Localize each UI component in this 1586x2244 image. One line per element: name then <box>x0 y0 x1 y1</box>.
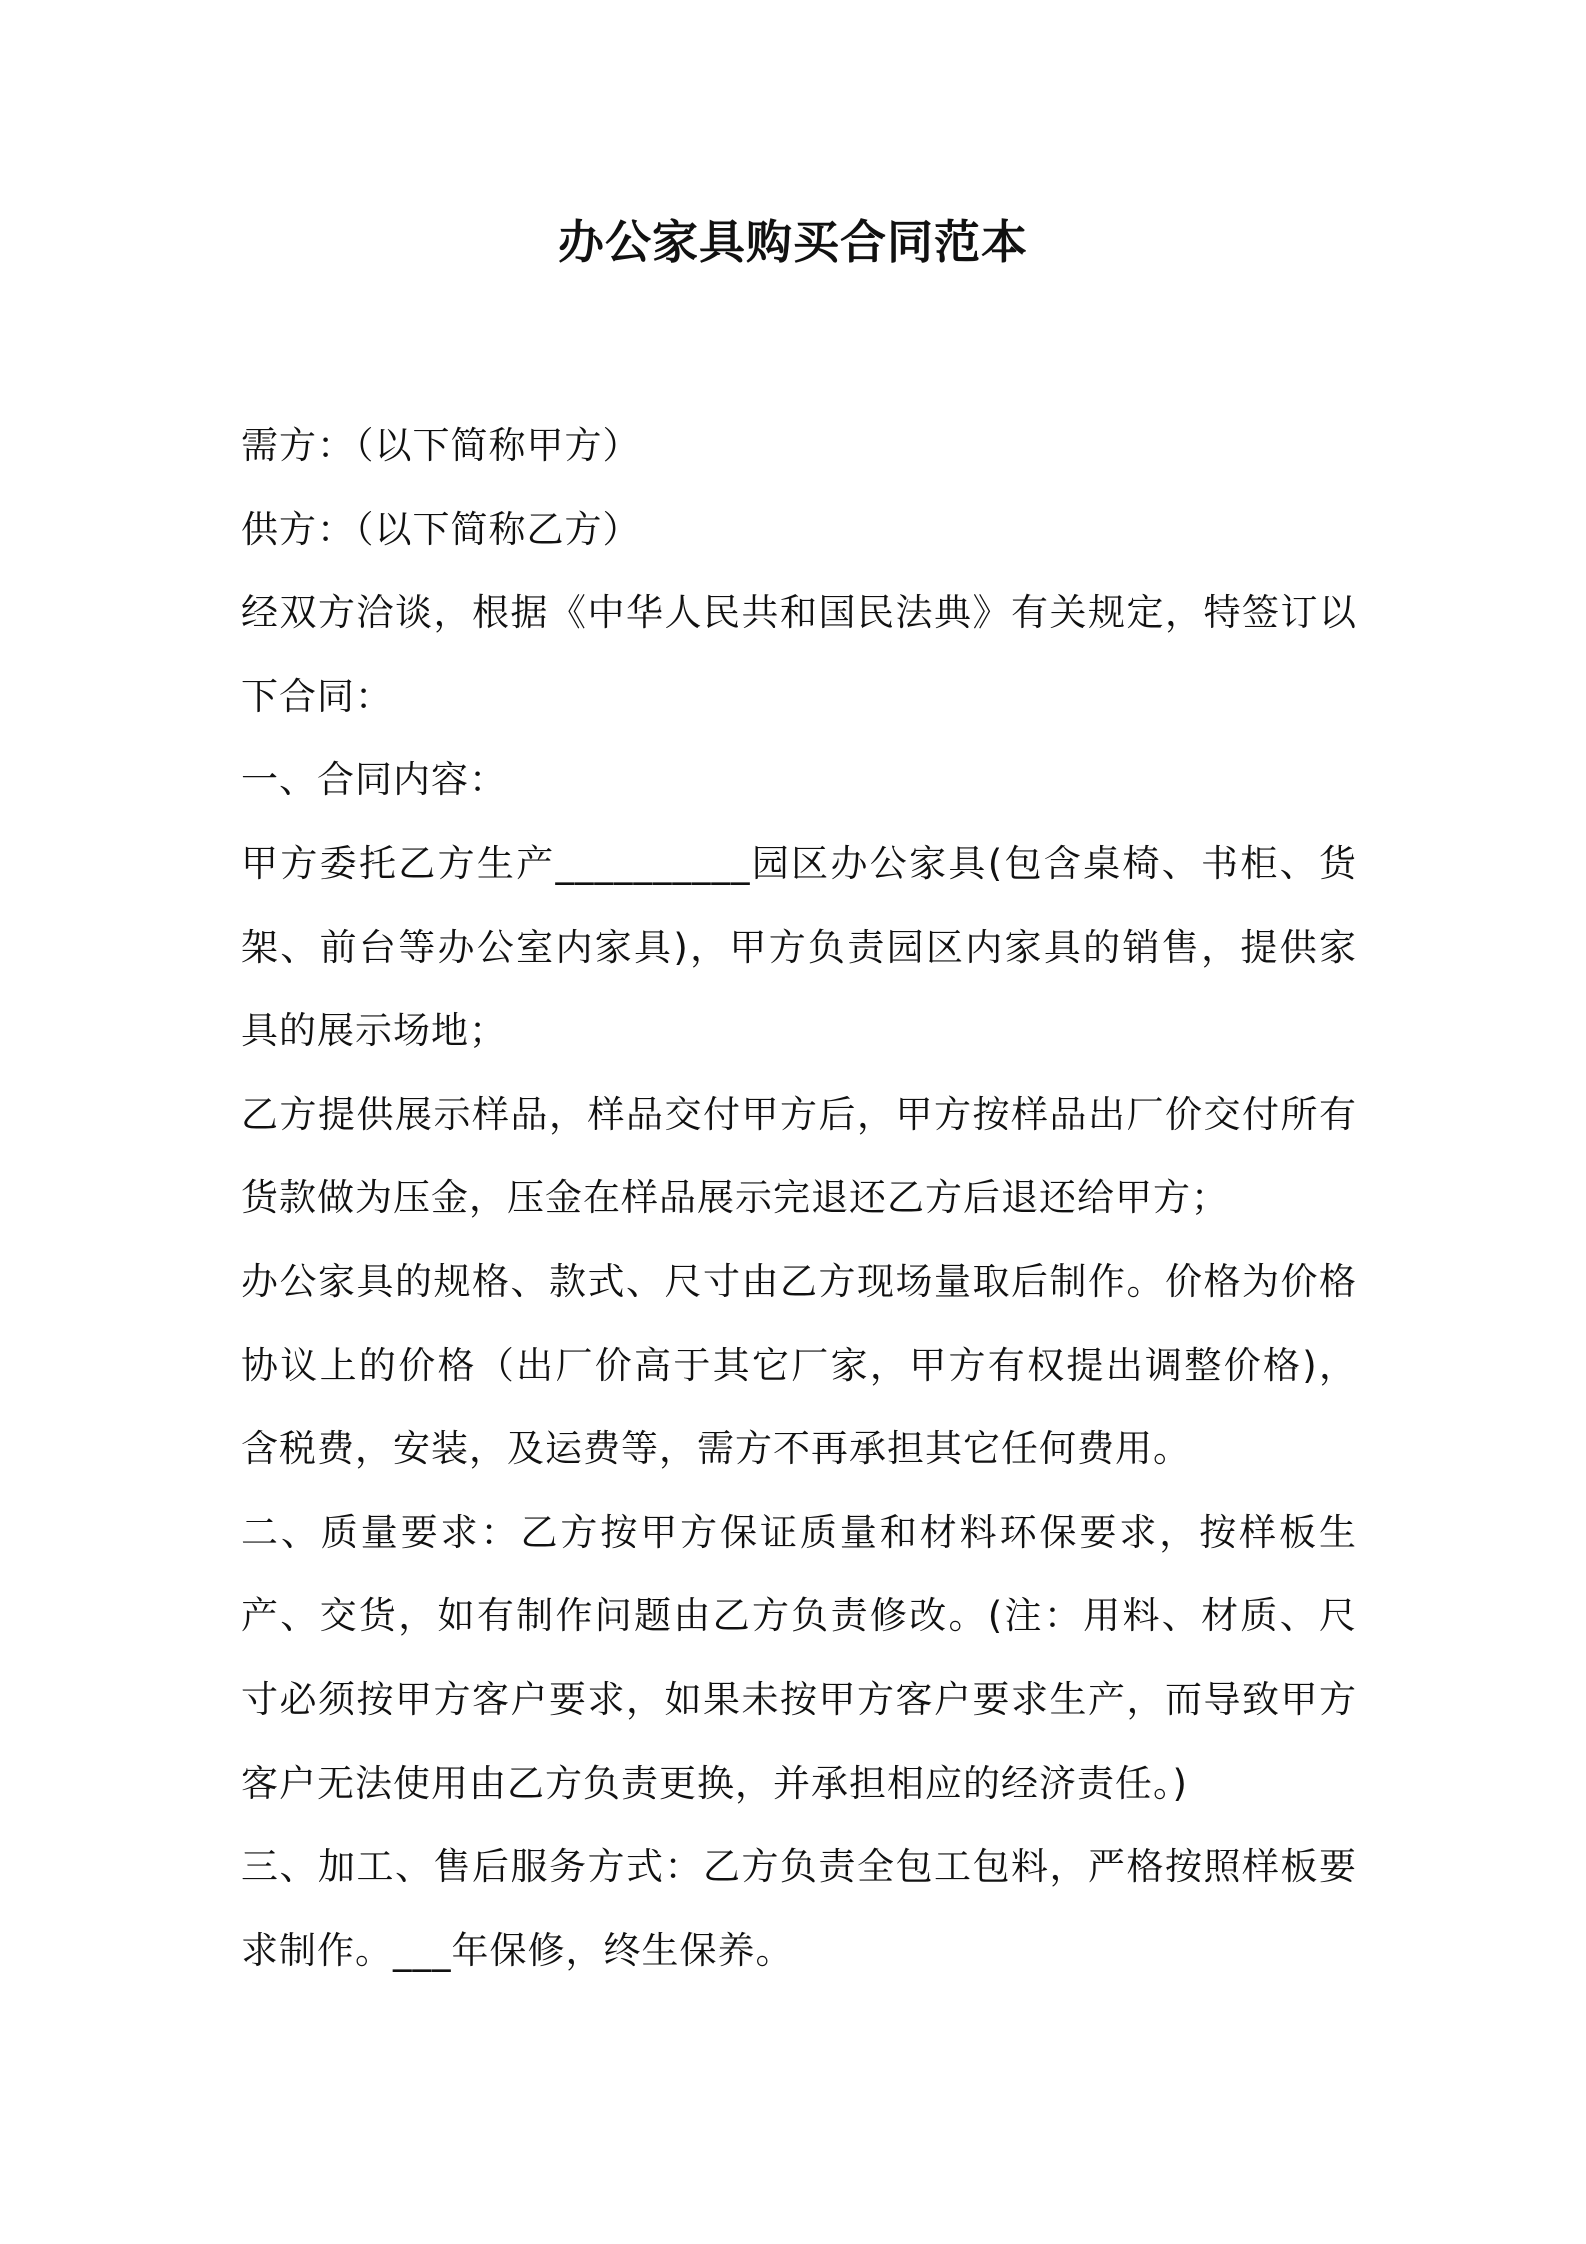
section-quality-requirements: 二、质量要求：乙方按甲方保证质量和材料环保要求，按样板生产、交货，如有制作问题由乙方负责修改。(注：用料、材质、尺寸必须按甲方客户要求，如果未按甲方客户要求生产，而导致甲方客户无法使用由乙方负责更换，并承担相应的经济责任。) <box>241 1510 1357 1805</box>
paragraph-commission: 甲方委托乙方生产__________园区办公家具(包含桌椅、书柜、货架、前台等办公室内家具)，甲方负责园区内家具的销售，提供家具的展示场地； <box>241 841 1357 1053</box>
document-title: 办公家具购买合同范本 <box>558 215 1028 269</box>
paragraph-buyer: 需方：（以下简称甲方） <box>241 424 641 467</box>
document-body <box>241 404 1357 1992</box>
paragraph-preamble: 经双方洽谈，根据《中华人民共和国民法典》有关规定，特签订以下合同： <box>241 591 1357 718</box>
paragraph-specifications-price: 办公家具的规格、款式、尺寸由乙方现场量取后制作。价格为价格协议上的价格（出厂价高于其它厂家，甲方有权提出调整价格)，含税费，安装，及运费等，需方不再承担其它任何费用。 <box>241 1259 1357 1471</box>
section-after-sales-service: 三、加工、售后服务方式：乙方负责全包工包料，严格按照样板要求制作。___年保修，终生保养。 <box>241 1845 1357 1972</box>
section-heading-contract-content: 一、合同内容： <box>241 758 507 802</box>
paragraph-supplier: 供方：（以下简称乙方） <box>241 507 641 551</box>
paragraph-samples: 乙方提供展示样品，样品交付甲方后，甲方按样品出厂价交付所有货款做为压金，压金在样品展示完退还乙方后退还给甲方； <box>241 1092 1357 1220</box>
